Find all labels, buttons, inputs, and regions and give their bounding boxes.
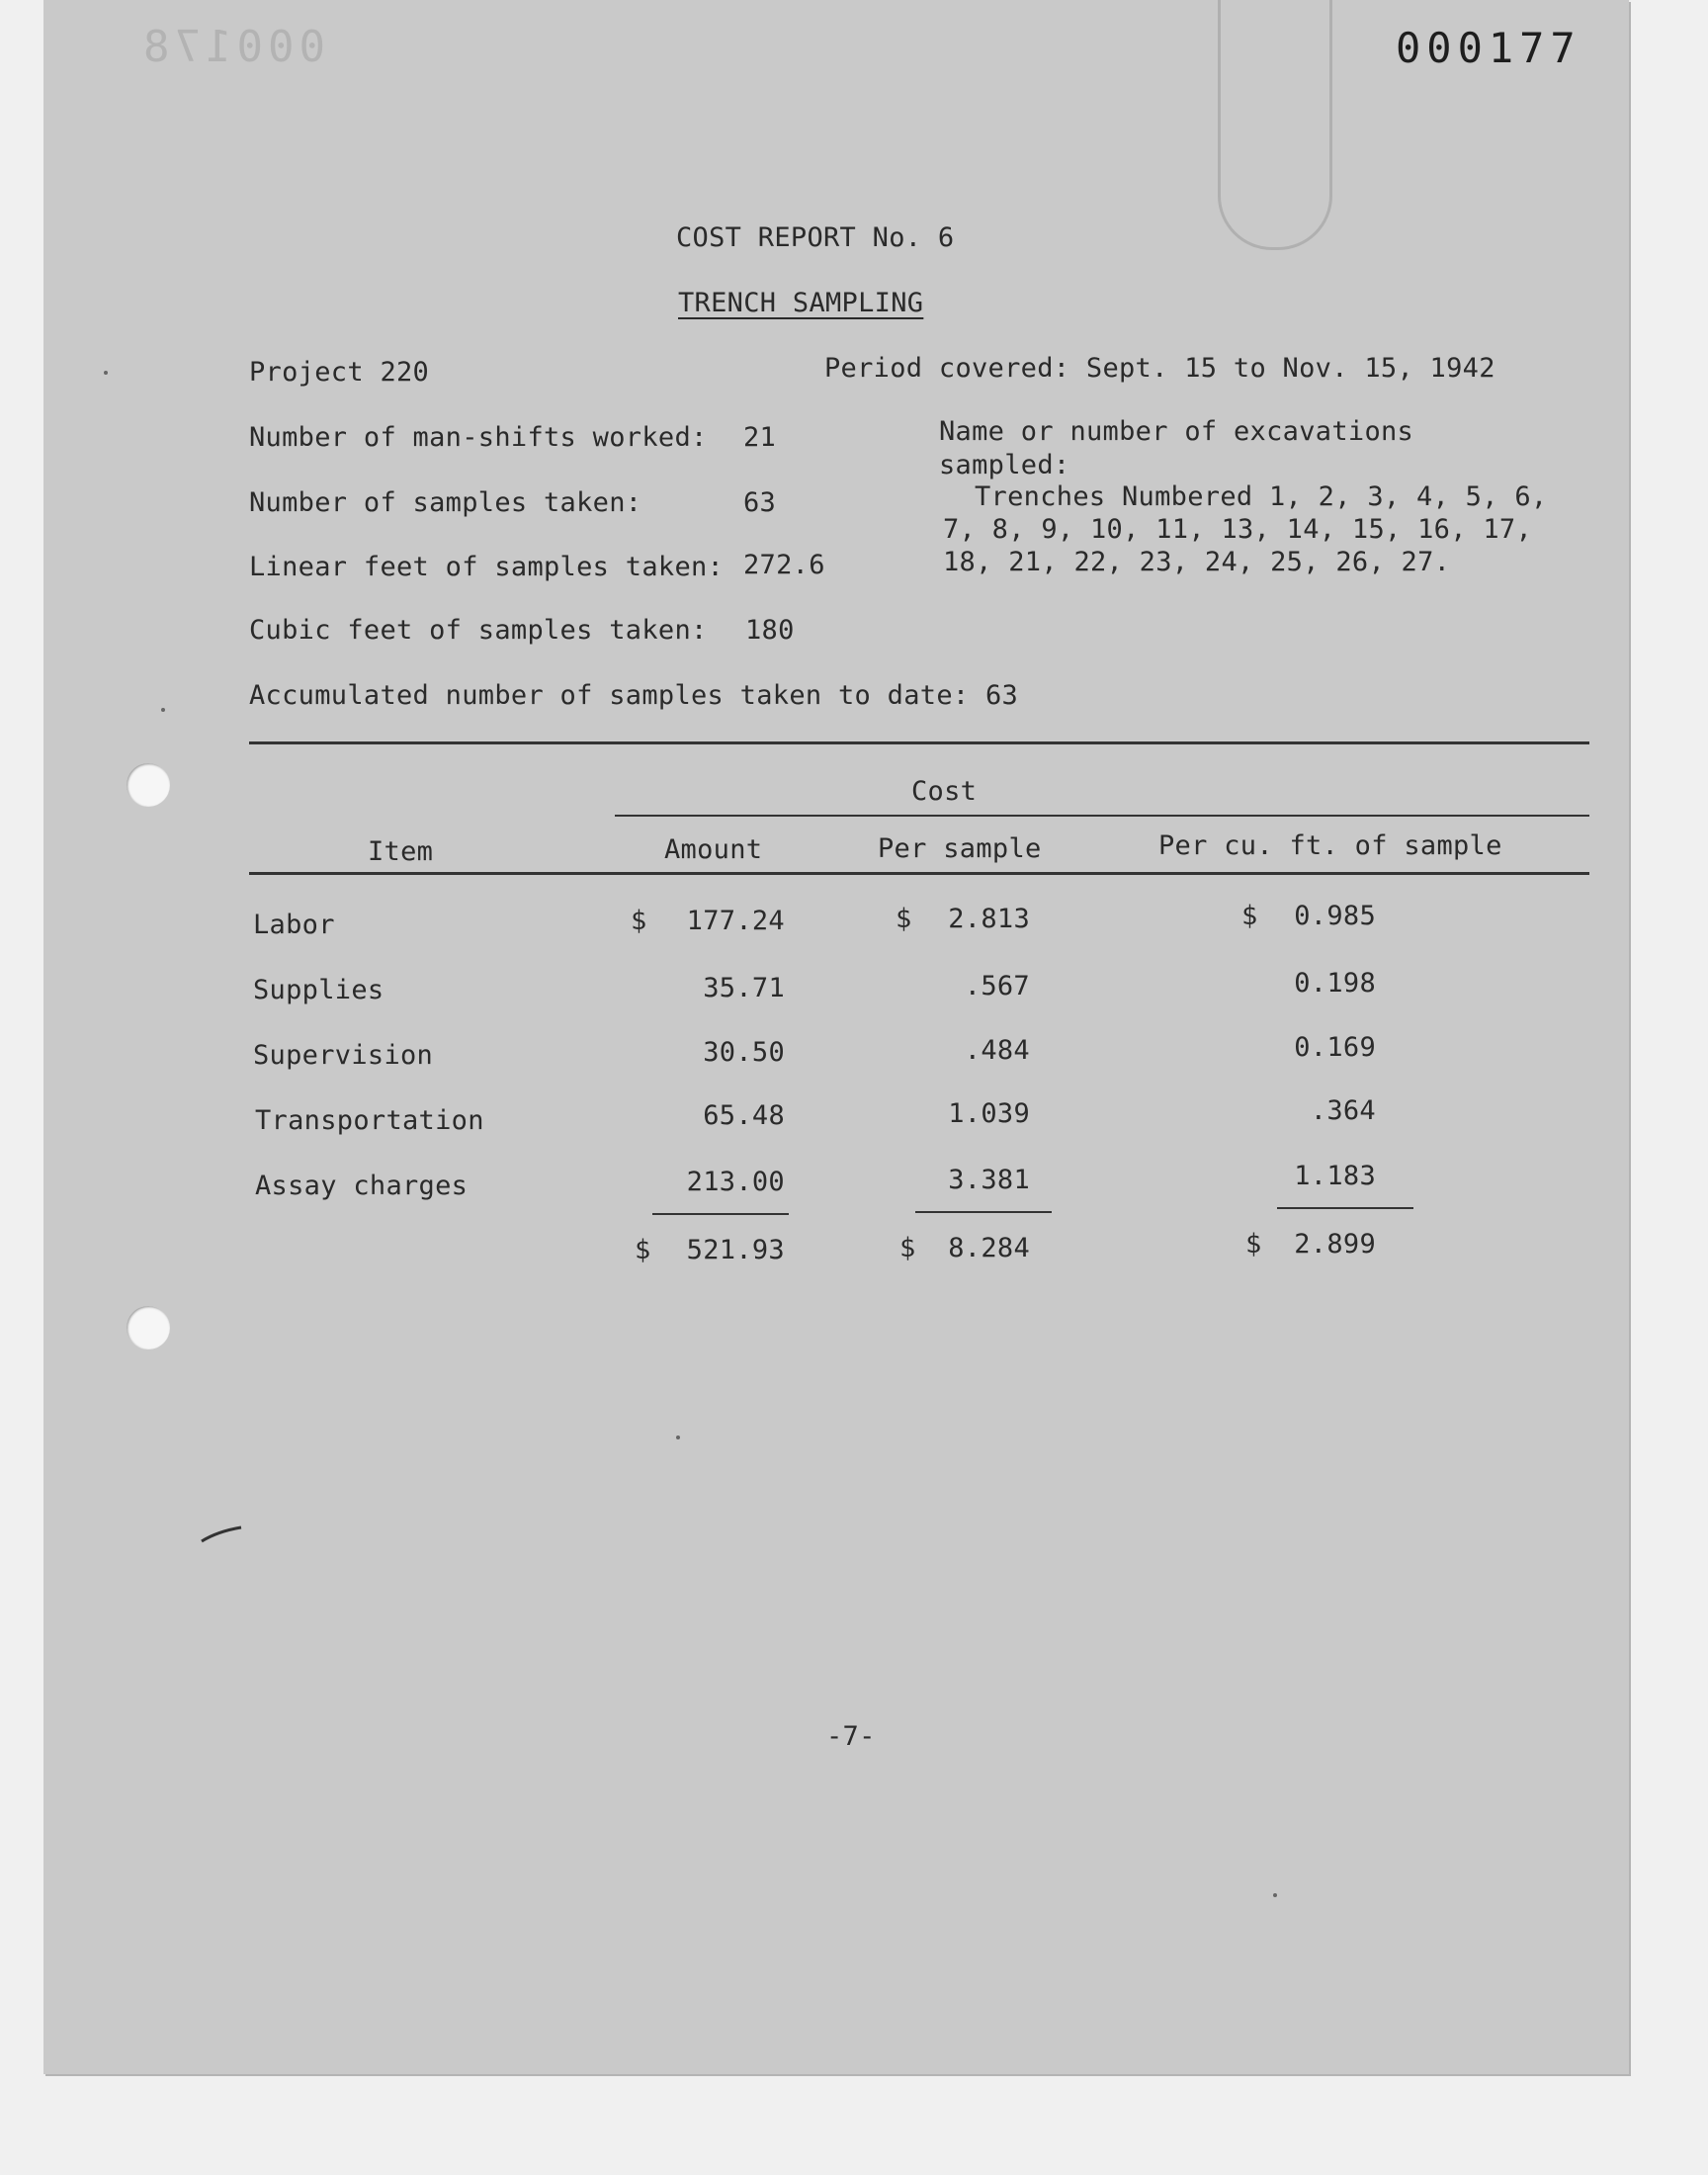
- row-per-sample: 1.039: [948, 1098, 1030, 1129]
- man-shifts-label: Number of man-shifts worked:: [249, 422, 708, 453]
- row-per-cuft: 0.198: [1294, 968, 1376, 999]
- ghost-bleedthrough-number: 000178: [138, 22, 325, 72]
- document-number: 000177: [1396, 24, 1581, 72]
- currency-sign: $: [896, 904, 912, 934]
- currency-sign: $: [1241, 901, 1258, 931]
- column-header-per-cuft: Per cu. ft. of sample: [1158, 830, 1502, 861]
- cubic-feet-value: 180: [745, 615, 795, 646]
- row-item-label: Supplies: [253, 975, 384, 1005]
- excavations-label: Name or number of excavations: [939, 416, 1414, 447]
- speck-mark: [104, 371, 108, 375]
- punch-hole-top: [127, 763, 170, 807]
- table-header-rule: [249, 872, 1589, 875]
- total-per-cuft: 2.899: [1294, 1229, 1376, 1260]
- column-header-per-sample: Per sample: [878, 833, 1042, 864]
- linear-feet-value: 272.6: [743, 550, 825, 580]
- currency-sign: $: [631, 906, 647, 936]
- row-per-sample: .567: [964, 971, 1030, 1001]
- row-per-sample: 3.381: [948, 1165, 1030, 1195]
- section-divider: [249, 741, 1589, 744]
- project-label: Project 220: [249, 357, 430, 388]
- report-subtitle: TRENCH SAMPLING: [678, 288, 924, 318]
- cost-header-rule: [615, 815, 1589, 817]
- cubic-feet-label: Cubic feet of samples taken:: [249, 615, 708, 646]
- row-per-sample: 2.813: [948, 904, 1030, 934]
- cost-group-header: Cost: [911, 776, 978, 807]
- speck-mark: [161, 708, 165, 712]
- speck-mark: [1273, 1893, 1277, 1897]
- linear-feet-label: Linear feet of samples taken:: [249, 552, 725, 582]
- currency-sign: $: [899, 1233, 916, 1263]
- currency-sign: $: [635, 1235, 651, 1265]
- excavations-label-cont: sampled:: [939, 450, 1070, 480]
- row-amount: 177.24: [686, 906, 785, 936]
- man-shifts-value: 21: [743, 422, 777, 453]
- row-item-label: Labor: [253, 910, 335, 940]
- row-amount: 65.48: [703, 1100, 785, 1131]
- subtotal-rule-amount: [652, 1213, 789, 1215]
- trenches-list-line: 18, 21, 22, 23, 24, 25, 26, 27.: [943, 547, 1451, 577]
- subtotal-rule-per-cuft: [1277, 1207, 1413, 1209]
- accumulated-samples: Accumulated number of samples taken to date: 63: [249, 680, 1019, 711]
- trenches-list-line: 7, 8, 9, 10, 11, 13, 14, 15, 16, 17,: [943, 514, 1532, 545]
- pencil-stroke-mark: [198, 1518, 247, 1547]
- paper-clip-mark: [1218, 0, 1332, 250]
- currency-sign: $: [1245, 1229, 1262, 1260]
- trenches-list-line: Trenches Numbered 1, 2, 3, 4, 5, 6,: [975, 481, 1548, 512]
- row-item-label: Transportation: [255, 1105, 484, 1136]
- row-item-label: Supervision: [253, 1040, 434, 1071]
- page-number: -7-: [826, 1721, 876, 1752]
- total-per-sample: 8.284: [948, 1233, 1030, 1263]
- row-per-sample: .484: [964, 1035, 1030, 1066]
- row-per-cuft: 0.985: [1294, 901, 1376, 931]
- row-per-cuft: 1.183: [1294, 1161, 1376, 1191]
- period-covered: Period covered: Sept. 15 to Nov. 15, 1942: [824, 353, 1495, 384]
- row-amount: 30.50: [703, 1037, 785, 1068]
- total-amount: 521.93: [686, 1235, 785, 1265]
- column-header-amount: Amount: [664, 834, 763, 865]
- column-header-item: Item: [368, 836, 434, 867]
- row-amount: 35.71: [703, 973, 785, 1003]
- row-per-cuft: 0.169: [1294, 1032, 1376, 1063]
- row-per-cuft: .364: [1310, 1095, 1376, 1126]
- samples-label: Number of samples taken:: [249, 487, 642, 518]
- row-amount: 213.00: [686, 1167, 785, 1197]
- samples-value: 63: [743, 487, 777, 518]
- punch-hole-bottom: [127, 1306, 170, 1349]
- speck-mark: [676, 1436, 680, 1439]
- subtotal-rule-per-sample: [915, 1211, 1052, 1213]
- row-item-label: Assay charges: [255, 1171, 469, 1201]
- report-title: COST REPORT No. 6: [676, 222, 955, 253]
